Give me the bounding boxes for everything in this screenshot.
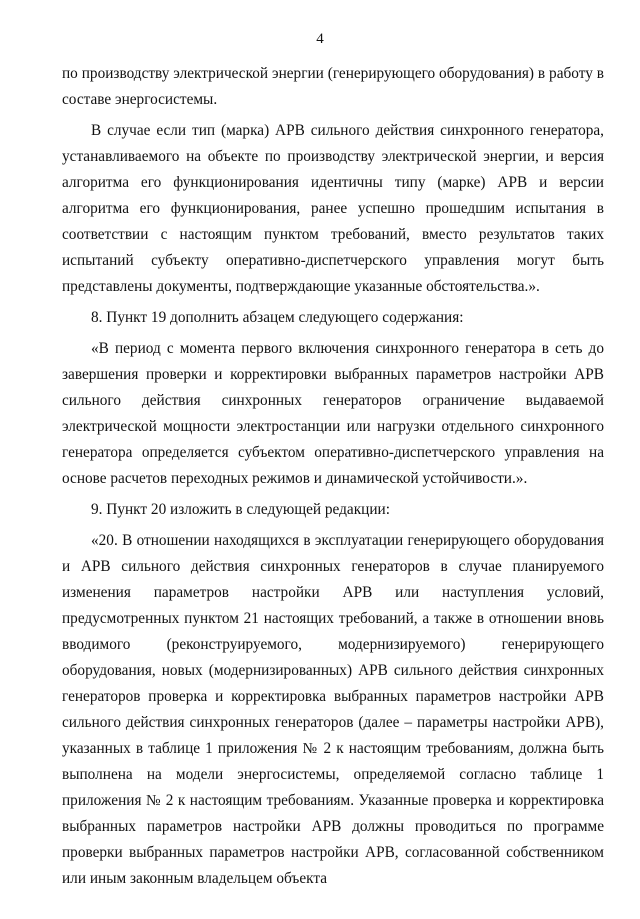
- paragraph-continuation: по производству электрической энергии (генерирующего оборудования) в работу в составе энергосистемы.: [62, 65, 604, 108]
- paragraph-arv-type-identical: В случае если тип (марка) АРВ сильного действия синхронного генератора, устанавливаемого на объекте по производству электрической энергии, и версия алгоритма его функционирования идентичны типу (марке) АРВ и версии алгоритма его функционирования, ранее успешно прошедшим испытания в соответствии с настоящим пунктом требований, вместо результатов таких испытаний субъекту оперативно-диспетчерского управления могут быть представлены документы, подтверждающие указанные обстоятельства.».: [62, 122, 604, 295]
- paragraph-item-8: 8. Пункт 19 дополнить абзацем следующего содержания:: [91, 309, 464, 326]
- paragraph-item-8-quote: «В период с момента первого включения синхронного генератора в сеть до завершения проверки и корректировки выбранных параметров настройки АРВ сильного действия синхронных генераторов ограничение выдаваемой электрической мощности электростанции или нагрузки отдельного синхронного генератора определяется субъектом оперативно-диспетчерского управления на основе расчетов переходных режимов и динамической устойчивости.».: [62, 340, 604, 487]
- paragraph-item-20-text: «20. В отношении находящихся в эксплуатации генерирующего оборудования и АРВ сильного действия синхронных генераторов в случае планируемого изменения параметров настройки АРВ или наступления условий, предусмотренных пунктом 21 настоящих требований, а также в отношении вновь вводимого (реконструируемого, модернизируемого) генерирующего оборудования, новых (модернизированных) АРВ сильного действия синхронных генераторов проверка и корректировка выбранных параметров настройки АРВ сильного действия синхронных генераторов (далее – параметры настройки АРВ), указанных в таблице 1 приложения № 2 к настоящим требованиям, должна быть выполнена на модели энергосистемы, определяемой согласно таблице 1 приложения № 2 к настоящим требованиям. Указанные проверка и корректировка выбранных параметров настройки АРВ должны проводиться по программе проверки выбранных параметров настройки АРВ, согласованной собственником или иным законным владельцем объекта: [62, 532, 604, 887]
- paragraph-item-9: 9. Пункт 20 изложить в следующей редакции:: [91, 501, 390, 518]
- document-body: [62, 61, 604, 892]
- page-number: 4: [316, 31, 324, 47]
